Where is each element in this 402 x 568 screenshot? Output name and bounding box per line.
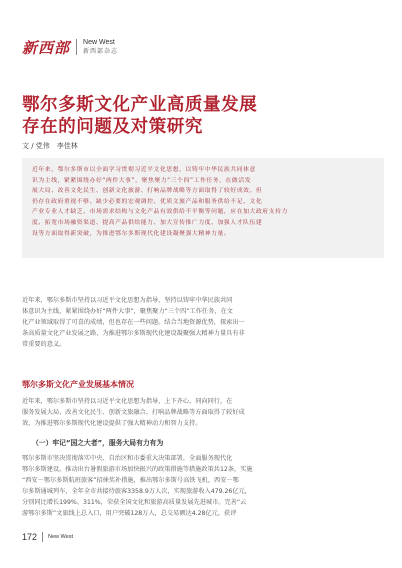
title-line: 存在的问题及对策研究	[22, 117, 203, 137]
subsection-paragraph	[22, 453, 384, 519]
body-line: 游鄂尔多斯”文旅线上总入口，用户突破128万人，总交易额达4.28亿元，获评	[22, 510, 237, 517]
abstract-line: 近年来，鄂尔多斯市以全面学习贯彻习近平文化思想，以铸牢中华民族共同体意	[32, 167, 256, 173]
footer-magazine-name: New West	[48, 534, 73, 540]
abstract-line: 产业专业人才缺乏、市场需求结构与文化产品有效供给不平衡等问题，应在加大政府支持力	[32, 209, 288, 216]
body-line: 体意识为主线，紧紧围绕办好“两件大事”，聚焦聚力“三个四”工作任务，在文	[22, 308, 233, 315]
magazine-header	[22, 36, 118, 58]
logo-chinese: 新西部杂志	[83, 48, 119, 55]
body-line: 效，为推进鄂尔多斯现代化建设提供了强大精神动力和智力支持。	[22, 420, 202, 427]
title-line: 鄂尔多斯文化产业高质量发展	[22, 95, 258, 115]
intro-paragraph	[22, 295, 384, 350]
logo-subtitle	[83, 38, 118, 56]
body-line: 鄂尔多斯建设。推动出台暑假旅游市场加快振兴的政策措施等措施政策共12条，实施	[22, 466, 253, 473]
page-footer	[22, 532, 73, 542]
body-line: 条高质量文化产业发展之路，为推进鄂尔多斯现代化建设凝聚强大精神力量具有非	[22, 330, 245, 337]
section-paragraph	[22, 396, 384, 429]
body-line: “西安－鄂尔多斯航班旅客”招徕奖补措施，推出鄂尔多斯号高铁飞机，西安－鄂	[22, 477, 239, 484]
abstract-line: 仍存在政府重视不够、缺少必要的宏观调控、优质文旅产品和服务供给不足、文化	[32, 198, 263, 205]
body-line: 服务发展大局、改善文化民生、创新文旅融合、打响品牌战略等方面取得了较好成	[22, 409, 245, 416]
logo-divider	[76, 39, 77, 55]
body-line: 近年来，鄂尔多斯市坚持以习近平文化思想为指导，上下齐心、同向同行，在	[22, 398, 233, 405]
footer-divider	[42, 532, 43, 542]
abstract-box	[22, 158, 384, 258]
logo-english: New West	[83, 39, 115, 46]
article-title	[22, 94, 382, 138]
body-line: 常重要的意义。	[22, 341, 66, 348]
abstract-line: 展大局、改善文化民生、创新文化旅游、打响品牌战略等方面取得了较好成效。但	[32, 188, 263, 195]
body-line: 分别同比增长199%、311%，荣获全国文化和旅游高质量发展先进城市。完善“云	[22, 499, 247, 506]
author-line: 文 / 党伟 李佳林	[22, 142, 78, 150]
abstract-line: 识为主线，紧紧围绕办好“两件大事”，聚焦聚力“三个四”工作任务，在做活发	[32, 177, 252, 184]
body-line: 化产业领域取得了可喜的成绩，但也存在一些问题。结合当地资源优势，探索出一	[22, 319, 245, 326]
body-line: 鄂尔多斯市坚决贯彻落实中央、自治区和市委重大决策部署，全面服务现代化	[22, 455, 233, 462]
page-number: 172	[22, 532, 38, 542]
body-line: 尔多斯通城列车，全年全市共接待旅客3358.9万人次，实现旅游收入479.26亿元，	[22, 488, 251, 495]
section-heading: 鄂尔多斯文化产业发展基本情况	[22, 380, 134, 389]
magazine-logo: 新西部	[22, 38, 71, 57]
body-line: 近年来，鄂尔多斯市坚持以习近平文化思想为指导，坚持以铸牢中华民族共同	[22, 297, 233, 304]
abstract-line: 度、拓宽市场融资渠道、提高产品供给能力、加大宣传推广力度、加强人才队伍建	[32, 219, 263, 226]
abstract-line: 设等方面取得新突破，为推进鄂尔多斯现代化建设凝聚强大精神力量。	[32, 230, 231, 237]
subsection-heading: （一）牢记“国之大者”，服务大局有力有为	[32, 439, 164, 447]
